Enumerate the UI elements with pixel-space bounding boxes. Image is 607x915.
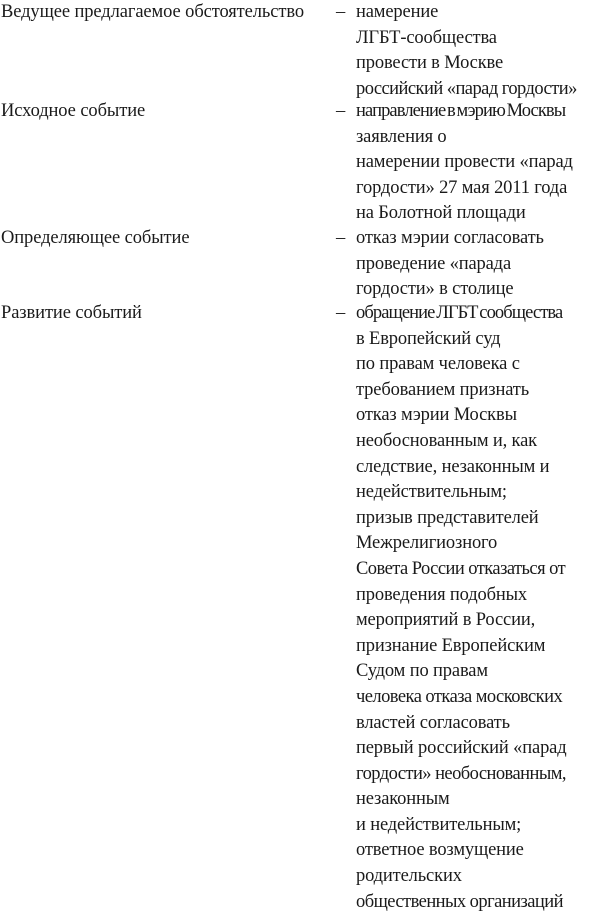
row-dash: – bbox=[336, 303, 346, 323]
value-line: следствие, незаконным и bbox=[356, 456, 550, 477]
value-line: властей согласовать bbox=[356, 712, 510, 733]
value-line: гордости» 27 мая 2011 года bbox=[356, 177, 568, 198]
value-line: Совета России отказаться от bbox=[356, 558, 566, 579]
value-line: в Европейский суд bbox=[356, 328, 501, 349]
value-line: требованием признать bbox=[356, 379, 529, 400]
value-line: незаконным bbox=[356, 789, 450, 810]
value-line: Межрелигиозного bbox=[356, 533, 498, 554]
row-label: Исходное событие bbox=[1, 101, 146, 121]
value-line: отказ мэрии Москвы bbox=[356, 405, 517, 426]
value-line: недействительным; bbox=[356, 482, 507, 503]
value-line: призыв представителей bbox=[356, 507, 539, 528]
value-line: по правам человека с bbox=[356, 354, 520, 375]
value-line: гордости» в столице bbox=[356, 279, 514, 300]
value-line: признание Европейским bbox=[356, 635, 546, 656]
value-line: родительских bbox=[356, 866, 462, 887]
value-line: ЛГБТ-сообщества bbox=[356, 27, 497, 48]
value-line: Судом по правам bbox=[356, 661, 488, 682]
value-line: ответное возмущение bbox=[356, 840, 524, 861]
value-line: заявления о bbox=[356, 126, 447, 147]
value-line: гордости» необоснованным, bbox=[356, 763, 566, 784]
value-line: и недействительным; bbox=[356, 814, 522, 835]
value-line: намерение bbox=[356, 2, 439, 22]
row-dash: – bbox=[336, 228, 346, 248]
value-line: провести в Москве bbox=[356, 53, 504, 74]
value-line: на Болотной площади bbox=[356, 203, 526, 224]
row-dash: – bbox=[336, 101, 346, 121]
value-line: обращение ЛГБТ сообщества bbox=[356, 303, 563, 323]
row-value bbox=[356, 99, 607, 227]
row-value bbox=[356, 301, 607, 915]
value-line: необоснованным и, как bbox=[356, 430, 538, 451]
value-line: российский «парад гордости» bbox=[356, 78, 577, 99]
value-line: отказ мэрии согласовать bbox=[356, 228, 544, 248]
row-value bbox=[356, 0, 607, 102]
value-line: направление в мэрию Москвы bbox=[356, 101, 566, 121]
value-line: мероприятий в России, bbox=[356, 610, 536, 631]
value-line: намерении провести «парад bbox=[356, 152, 573, 173]
row-dash: – bbox=[336, 2, 346, 22]
value-line: человека отказа московских bbox=[356, 686, 563, 707]
row-label: Развитие событий bbox=[1, 303, 142, 323]
value-line: общественных организаций bbox=[356, 891, 563, 912]
value-line: проведение «парада bbox=[356, 253, 512, 274]
row-label: Ведущее предлагаемое обстоятельство bbox=[1, 2, 305, 22]
row-value bbox=[356, 226, 607, 303]
row-label: Определяющее событие bbox=[1, 228, 190, 248]
value-line: проведения подобных bbox=[356, 584, 527, 605]
value-line: первый российский «парад bbox=[356, 738, 567, 759]
